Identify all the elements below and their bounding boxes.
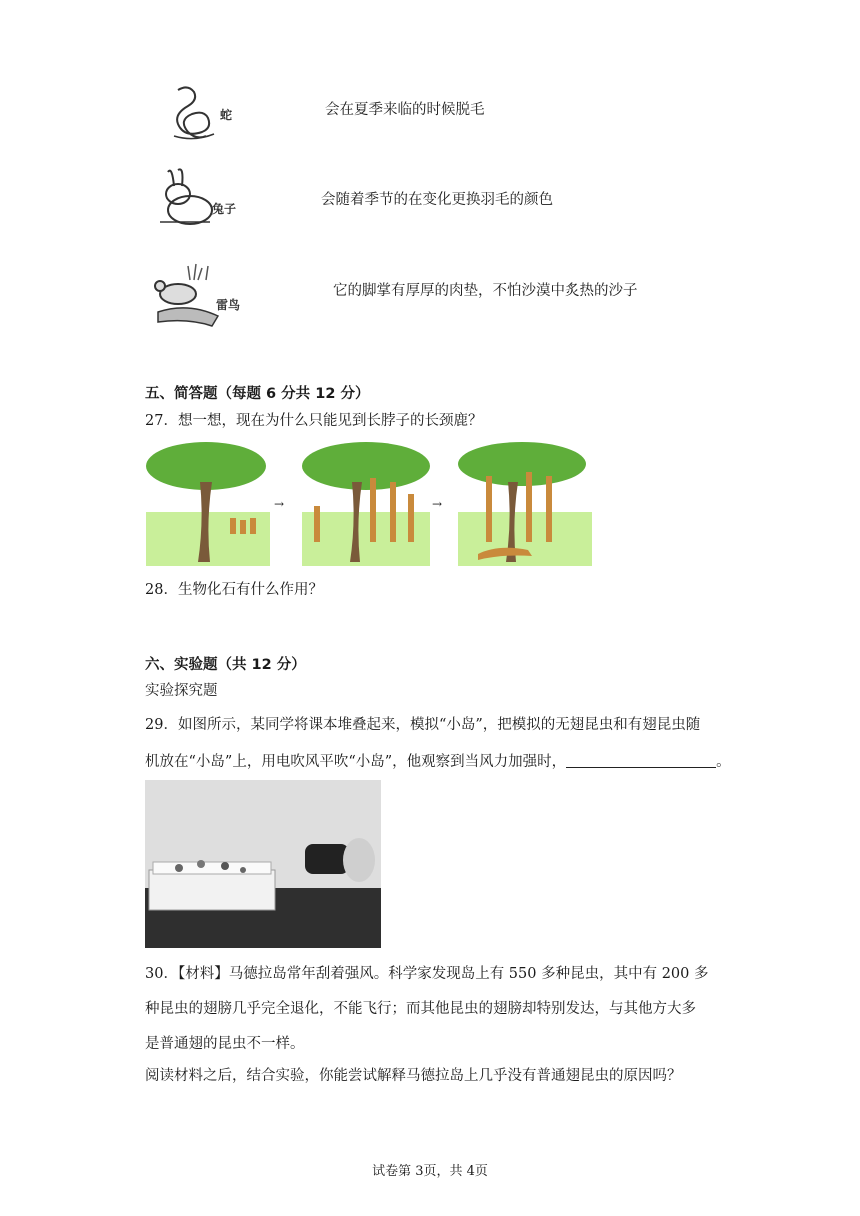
animal-name-snake: 蛇 [220,108,233,122]
ptarmigan-sketch-icon [148,262,258,332]
trait-2: 会随着季节的在变化更换羽毛的颜色 [321,192,553,208]
panel-short-neck-giraffes [146,442,270,566]
animal-name-ptarmigan: 雷鸟 [216,298,241,312]
question-29-line2 [145,751,731,772]
giraffe-evolution-figure [146,442,592,566]
animal-snake [148,78,258,152]
snake-sketch-icon [148,78,258,148]
arrow-2: → [432,497,443,511]
section5-heading: 五、简答题（每题 6 分共 12 分） [145,386,370,402]
question-30-line1: 30．【材料】马德拉岛常年刮着强风。科学家发现岛上有 550 多种昆虫，其中有 200 多 [145,966,709,982]
question-30-line2: 种昆虫的翅膀几乎完全退化，不能飞行；而其他昆虫的翅膀却特别发达，与其他方大多 [145,1001,696,1017]
arrow-1: → [274,497,285,511]
trait-1: 会在夏季来临的时候脱毛 [325,102,485,118]
question-30-line4: 阅读材料之后，结合实验，你能尝试解释马德拉岛上几乎没有普通翅昆虫的原因吗？ [145,1068,682,1084]
section6-subheading: 实验探究题 [145,683,218,699]
panel-long-neck-giraffes [458,442,592,566]
animal-ptarmigan [148,262,258,336]
experiment-photo [145,780,381,948]
rabbit-sketch-icon [148,164,258,234]
question-29-line1: 29．如图所示，某同学将课本堆叠起来，模拟“小岛”，把模拟的无翅昆虫和有翅昆虫随 [145,717,701,733]
panel-mixed-giraffes [302,442,430,566]
animal-name-rabbit: 兔子 [212,202,237,216]
animal-rabbit [148,164,258,238]
question-27: 27．想一想，现在为什么只能见到长脖子的长颈鹿？ [145,413,483,429]
question-28: 28．生物化石有什么作用？ [145,582,323,598]
question-29-end: 。 [716,754,731,770]
answer-blank[interactable] [566,751,716,768]
section6-heading: 六、实验题（共 12 分） [145,657,306,673]
question-30-line3: 是普通翅的昆虫不一样。 [145,1036,305,1052]
trait-3: 它的脚掌有厚厚的肉垫，不怕沙漠中炙热的沙子 [333,283,638,299]
page-footer: 试卷第 3页，共 4页 [372,1164,488,1179]
question-29-text: 机放在“小岛”上，用电吹风平吹“小岛”，他观察到当风力加强时， [145,754,567,770]
